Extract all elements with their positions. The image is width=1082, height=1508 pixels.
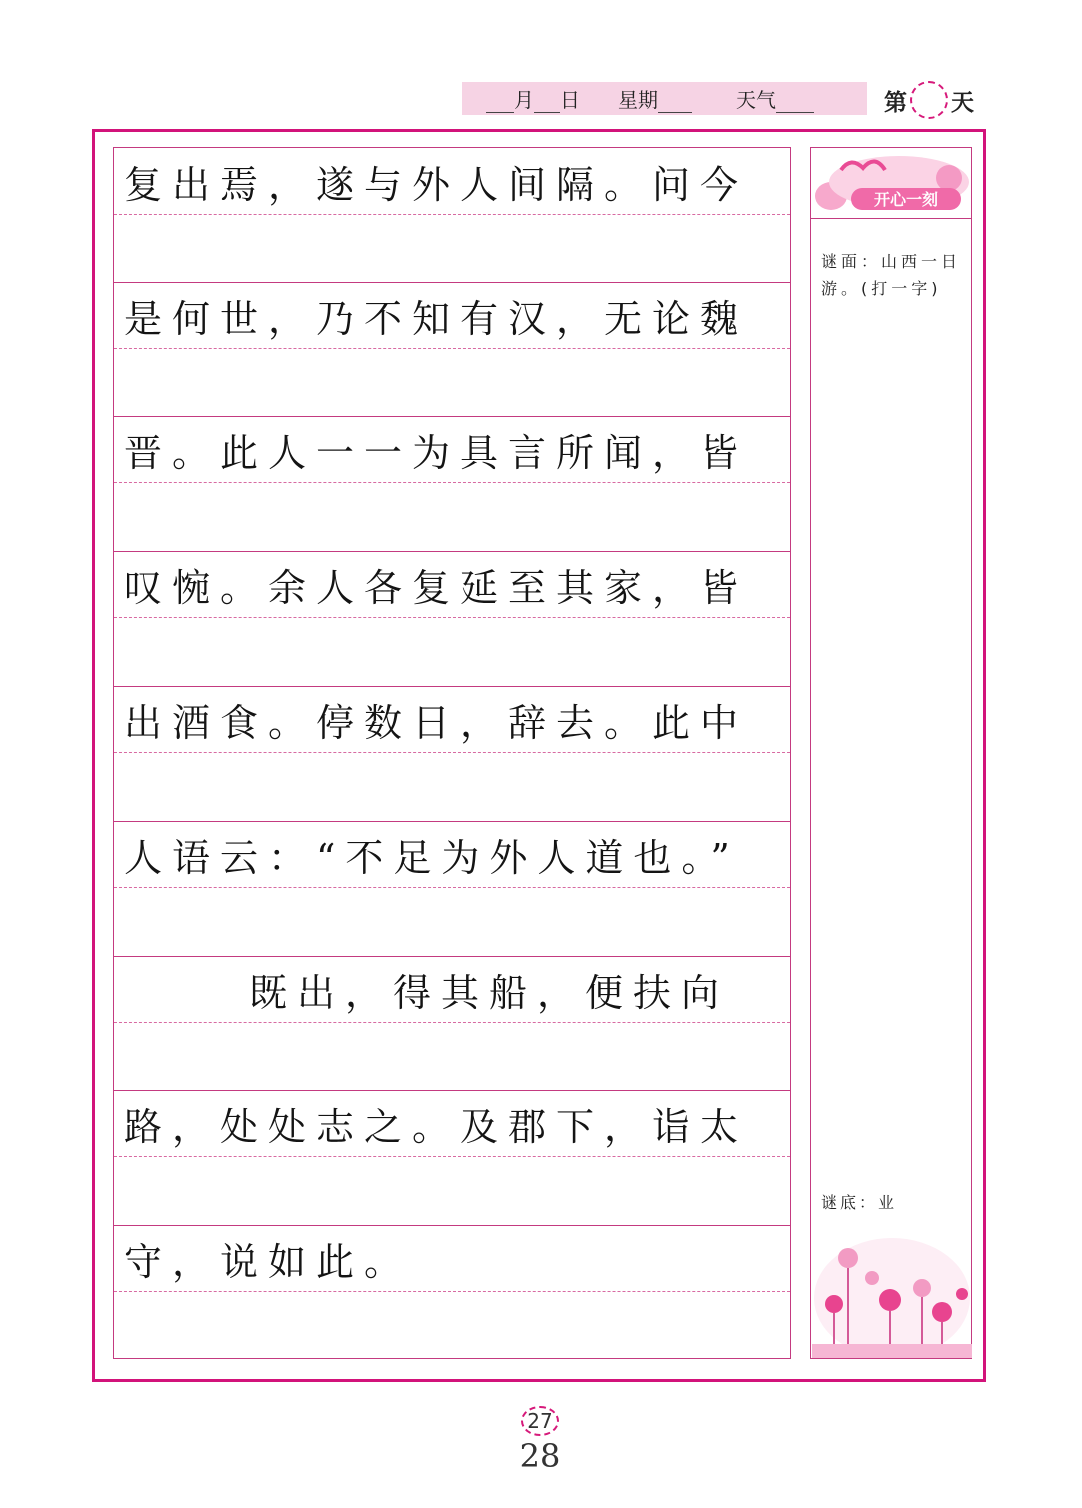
text-row [114, 956, 790, 1022]
practice-line: 出酒食。停数日，辞去。此中 [124, 701, 749, 745]
practice-line: 既出，得其船，便扶向 [249, 971, 730, 1015]
joke-sidebar [810, 147, 972, 1359]
blank-row[interactable] [114, 617, 790, 683]
sidebar-banner [811, 148, 971, 219]
practice-line: 路，处处志之。及郡下，诣太 [124, 1105, 749, 1149]
text-row [114, 416, 790, 482]
text-row [114, 1225, 790, 1291]
banner-text: 开心一刻 [873, 190, 939, 209]
practice-line: 是何世，乃不知有汉，无论魏 [124, 297, 749, 341]
blank-row[interactable] [114, 482, 790, 548]
riddle-answer: 谜底：业 [821, 1193, 898, 1212]
day-number-circle[interactable] [910, 81, 948, 119]
riddle-question: 谜面：山西一日游。(打一字) [821, 252, 962, 298]
blank-row[interactable] [114, 752, 790, 818]
blank-row[interactable] [114, 214, 790, 280]
inner-page-number: 27 [521, 1406, 559, 1436]
happy-moment-banner-icon [811, 148, 971, 218]
date-weather-bar [462, 82, 867, 115]
day-counter [884, 82, 974, 118]
month-blank[interactable] [486, 94, 514, 113]
day-suffix: 天 [951, 89, 974, 116]
text-row [114, 148, 790, 214]
blank-row[interactable] [114, 1291, 790, 1357]
blank-row[interactable] [114, 1156, 790, 1222]
flower-illustration-icon [812, 1228, 972, 1358]
text-row [114, 282, 790, 348]
month-label: 月 [514, 88, 534, 112]
text-row [114, 1090, 790, 1156]
day-label: 日 [560, 88, 580, 112]
practice-line: 晋。此人一一为具言所闻，皆 [124, 431, 749, 475]
practice-line: 守，说如此。 [124, 1240, 413, 1284]
practice-line: 人语云：“不足为外人道也。” [124, 836, 740, 880]
text-row [114, 686, 790, 752]
text-row [114, 821, 790, 887]
blank-row[interactable] [114, 887, 790, 953]
text-row [114, 551, 790, 617]
weekday-label: 星期 [618, 88, 658, 112]
practice-line: 复出焉，遂与外人间隔。问今 [124, 162, 749, 207]
weather-label: 天气 [736, 88, 776, 112]
practice-line: 叹惋。余人各复延至其家，皆 [124, 566, 749, 610]
day-prefix: 第 [884, 89, 907, 116]
blank-row[interactable] [114, 348, 790, 414]
day-blank[interactable] [534, 94, 560, 113]
outer-page-number: 28 [519, 1437, 561, 1475]
blank-row[interactable] [114, 1022, 790, 1088]
weekday-blank[interactable] [658, 94, 692, 113]
weather-blank[interactable] [776, 94, 814, 113]
practice-grid [113, 147, 791, 1359]
